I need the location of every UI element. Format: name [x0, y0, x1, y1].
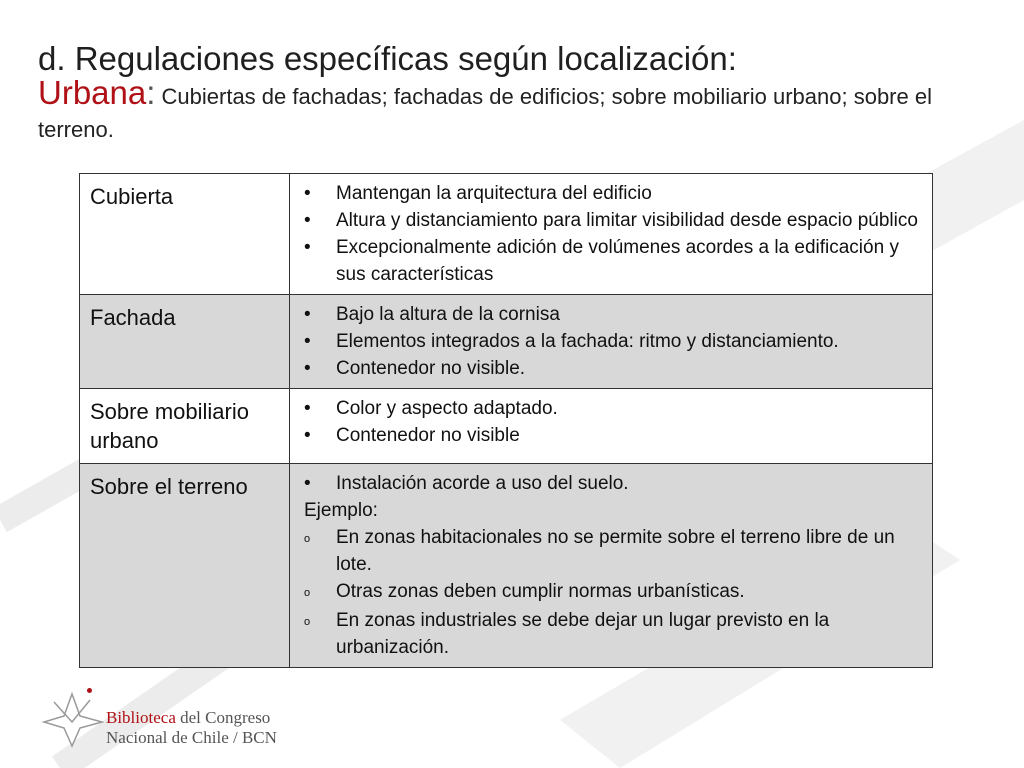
logo-line1-rest: del Congreso: [175, 708, 271, 727]
table-row: [80, 174, 932, 295]
bullet-icon: •: [304, 473, 311, 494]
item-text: Excepcionalmente adición de volúmenes acordes a la edificación y sus características: [336, 237, 899, 285]
item-text: Contenedor no visible.: [336, 358, 526, 379]
list-item: [304, 328, 918, 355]
regulations-table: [79, 173, 933, 668]
row-label: Fachada: [80, 295, 290, 388]
title-block: [38, 40, 998, 148]
row-content: [290, 464, 932, 667]
logo-line2: Nacional de Chile / BCN: [106, 728, 277, 747]
row-content: [290, 174, 932, 294]
list-item: [304, 301, 918, 328]
list-item: [304, 234, 918, 288]
item-text: Bajo la altura de la cornisa: [336, 304, 560, 325]
list-item: [304, 395, 918, 422]
item-text: Color y aspecto adaptado.: [336, 398, 558, 419]
list-item: [304, 470, 918, 497]
logo-line1-red: Biblioteca: [106, 708, 176, 727]
bullet-icon: •: [304, 398, 311, 419]
row-label: Sobre el terreno: [80, 464, 290, 667]
item-text: Elementos integrados a la fachada: ritmo y distanciamiento.: [336, 331, 839, 352]
bullet-icon: •: [304, 425, 311, 446]
item-text: Mantengan la arquitectura del edificio: [336, 183, 652, 204]
logo-red-dot: [87, 688, 92, 693]
table-row: [80, 295, 932, 389]
bullet-icon: •: [304, 358, 311, 379]
row-content: [290, 389, 932, 463]
list-item: [304, 180, 918, 207]
title-colon: :: [146, 74, 156, 111]
row-label: Cubierta: [80, 174, 290, 294]
list-item: [304, 578, 918, 607]
circle-bullet-icon: o: [304, 533, 311, 545]
logo-text: [106, 708, 277, 748]
item-text: Otras zonas deben cumplir normas urbanísticas.: [336, 581, 745, 602]
table-row: [80, 464, 932, 667]
bullet-icon: •: [304, 331, 311, 352]
circle-bullet-icon: o: [304, 587, 311, 599]
list-item: [304, 607, 918, 661]
title-rest: Cubiertas de fachadas; fachadas de edificios; sobre mobiliario urbano; sobre el terreno.: [38, 84, 932, 142]
item-text: Contenedor no visible: [336, 425, 520, 446]
list-item: [304, 355, 918, 382]
list-item: [304, 497, 918, 524]
item-text: Ejemplo:: [304, 500, 378, 521]
table-row: [80, 389, 932, 464]
page-title: d. Regulaciones específicas según localización:: [38, 40, 737, 77]
item-text: En zonas habitacionales no se permite sobre el terreno libre de un lote.: [336, 527, 895, 575]
item-text: Instalación acorde a uso del suelo.: [336, 473, 629, 494]
bullet-icon: •: [304, 183, 311, 204]
item-text: En zonas industriales se debe dejar un lugar previsto en la urbanización.: [336, 610, 830, 658]
page-subtitle: [38, 74, 998, 148]
bcn-logo: [40, 688, 300, 748]
bullet-icon: •: [304, 304, 311, 325]
row-content: [290, 295, 932, 388]
row-label: Sobre mobiliario urbano: [80, 389, 290, 463]
list-item: [304, 524, 918, 578]
title-highlight: Urbana: [38, 74, 147, 111]
bullet-icon: •: [304, 210, 311, 231]
bcn-star-icon: [40, 688, 104, 748]
list-item: [304, 422, 918, 449]
bullet-icon: •: [304, 237, 311, 258]
list-item: [304, 207, 918, 234]
circle-bullet-icon: o: [304, 616, 311, 628]
item-text: Altura y distanciamiento para limitar visibilidad desde espacio público: [336, 210, 918, 231]
